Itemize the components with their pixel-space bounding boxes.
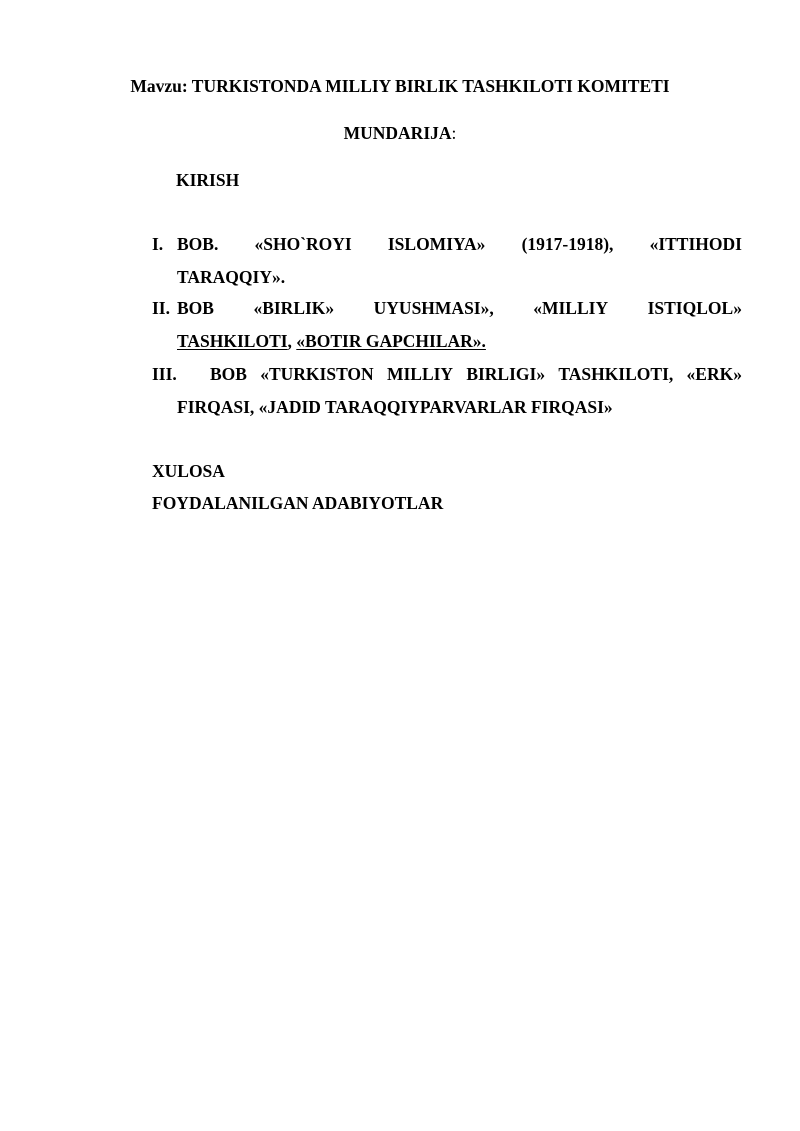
chapter-word: «TURKISTON (260, 364, 374, 384)
toc-intro: KIRISH (176, 170, 240, 190)
chapter-word: MILLIY (386, 364, 454, 384)
chapter-word: «SHO`ROYI (254, 234, 352, 254)
chapter-word: UYUSHMASI», (373, 298, 494, 318)
chapter-title-separator: , (287, 331, 297, 351)
chapter-word: «BIRLIK» (253, 298, 335, 318)
chapter-word: ISTIQLOL» (647, 298, 742, 318)
chapter-word: BOB (177, 298, 214, 318)
chapter-title-line-2 (177, 331, 486, 352)
chapter-word: (1917-1918), (521, 234, 614, 254)
contents-heading-colon: : (451, 123, 457, 143)
document-title (0, 76, 800, 97)
chapter-title-line-2: TARAQQIY». (177, 267, 286, 287)
chapter-word: BOB (210, 364, 247, 384)
title-text: TURKISTONDA MILLIY BIRLIK TASHKILOTI KOMITETI (191, 76, 670, 96)
chapter-word: «MILLIY (533, 298, 609, 318)
chapter-title-line-2: FIRQASI, «JADID TARAQQIYPARVARLAR FIRQASI» (177, 397, 613, 417)
chapter-title-underlined: TASHKILOTI (177, 331, 288, 351)
contents-heading-text: MUNDARIJA (343, 123, 452, 143)
chapter-word: «ERK» (686, 364, 742, 384)
chapter-title-line-1 (177, 234, 742, 255)
contents-heading (0, 123, 800, 144)
chapter-word: TASHKILOTI, (558, 364, 674, 384)
title-prefix: Mavzu: (130, 76, 188, 96)
chapter-number: I. (152, 234, 164, 254)
chapter-word: BIRLIGI» (466, 364, 546, 384)
chapter-title-line-1 (177, 298, 742, 319)
chapter-title-underlined: «BOTIR GAPCHILAR». (296, 331, 486, 351)
chapter-number: II. (152, 298, 170, 318)
chapter-number: III. (152, 364, 177, 384)
toc-references: FOYDALANILGAN ADABIYOTLAR (152, 493, 444, 513)
chapter-word: «ITTIHODI (649, 234, 742, 254)
chapter-word: BOB. (177, 234, 219, 254)
chapter-title-line-1 (210, 364, 742, 385)
chapter-word: ISLOMIYA» (387, 234, 486, 254)
toc-conclusion: XULOSA (152, 461, 225, 481)
